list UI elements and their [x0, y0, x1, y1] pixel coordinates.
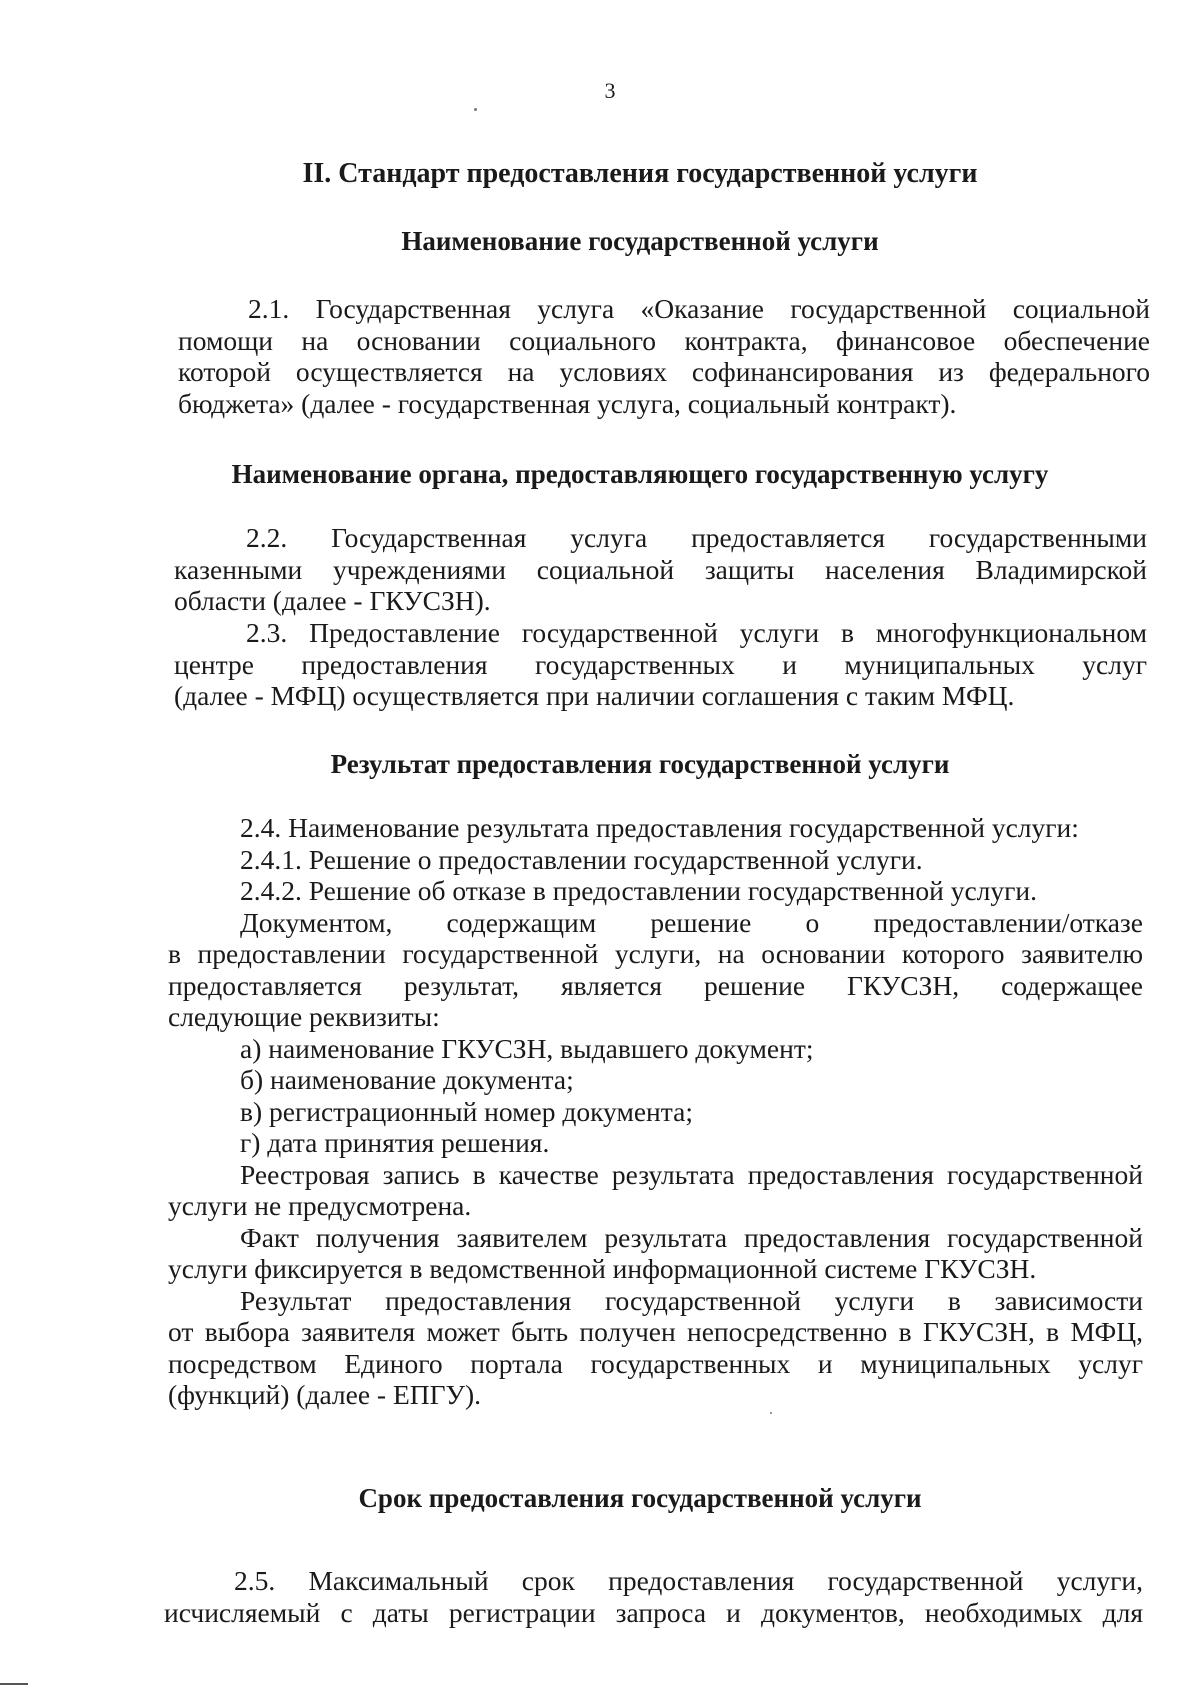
text-line: которой осуществляется на условиях софинансирования из федерального [178, 356, 1150, 387]
paragraph-2-2 [174, 522, 1147, 617]
heading-result: Результат предоставления государственной услуги [330, 749, 950, 779]
paragraph-2-3 [174, 617, 1147, 712]
text-line: от выбора заявителя может быть получен непосредственно в ГКУСЗН, в МФЦ, [168, 1316, 1143, 1347]
text-line: посредством Единого портала государственных и муниципальных услуг [168, 1347, 1143, 1379]
text-line: Факт получения заявителем результата предоставления государственной [240, 1221, 1143, 1253]
text-line: 2.4.1. Решение о предоставлении государственной услуги. [240, 843, 923, 875]
text-line: 2.4. Наименование результата предоставления государственной услуги: [240, 812, 1079, 843]
text-line: области (далее - ГКУСЗН). [174, 585, 491, 616]
text-line: 2.1. Государственная услуга «Оказание государственной социальной [248, 293, 1150, 324]
text-line: 2.3. Предоставление государственной услуги в многофункциональном [246, 617, 1147, 648]
heading-authority-name: Наименование органа, предоставляющего государственную услугу [231, 459, 1049, 489]
text-line: услуги не предусмотрена. [168, 1190, 472, 1221]
scan-speck [474, 108, 477, 111]
text-line: центре предоставления государственных и муниципальных услуг [174, 648, 1147, 680]
text-line: 2.5. Максимальный срок предоставления государственной услуги, [234, 1565, 1143, 1596]
heading-service-name: Наименование государственной услуги [401, 226, 879, 256]
section-title: II. Стандарт предоставления государственной услуги [302, 158, 978, 189]
heading-term: Срок предоставления государственной услуги [358, 1483, 922, 1513]
paragraph-2-1 [178, 293, 1150, 419]
scan-speck [770, 1412, 772, 1414]
text-line: Результат предоставления государственной услуги в зависимости [240, 1284, 1143, 1316]
text-line: Документом, содержащим решение о предоставлении/отказе [240, 906, 1143, 938]
text-line: (функций) (далее - ЕПГУ). [168, 1379, 482, 1410]
list-item: а) наименование ГКУСЗН, выдавшего документ; [240, 1032, 814, 1064]
list-item: в) регистрационный номер документа; [240, 1095, 693, 1127]
text-line: (далее - МФЦ) осуществляется при наличии соглашения с таким МФЦ. [174, 680, 1015, 711]
text-line: следующие реквизиты: [168, 1001, 440, 1032]
text-line: Реестровая запись в качестве результата предоставления государственной [240, 1158, 1143, 1190]
text-line: исчисляемый с даты регистрации запроса и документов, необходимых для [164, 1596, 1143, 1628]
text-line: в предоставлении государственной услуги, на основании которого заявителю [168, 938, 1143, 969]
text-line: бюджета» (далее - государственная услуга, социальный контракт). [178, 387, 957, 419]
result-block [168, 812, 1143, 1411]
text-line: предоставляется результат, является решение ГКУСЗН, содержащее [168, 969, 1143, 1001]
text-line: казенными учреждениями социальной защиты населения Владимирской [174, 553, 1147, 585]
list-item: г) дата принятия решения. [240, 1127, 550, 1158]
text-line: 2.2. Государственная услуга предоставляется государственными [246, 522, 1147, 553]
text-line: помощи на основании социального контракта, финансовое обеспечение [178, 324, 1150, 356]
paragraph-2-5 [164, 1565, 1143, 1628]
list-item: б) наименование документа; [240, 1064, 574, 1095]
page-number: 3 [604, 78, 616, 103]
scan-edge-mark [0, 1683, 28, 1685]
text-line: 2.4.2. Решение об отказе в предоставлении государственной услуги. [240, 875, 1038, 906]
text-line: услуги фиксируется в ведомственной информационной системе ГКУСЗН. [168, 1253, 1037, 1284]
